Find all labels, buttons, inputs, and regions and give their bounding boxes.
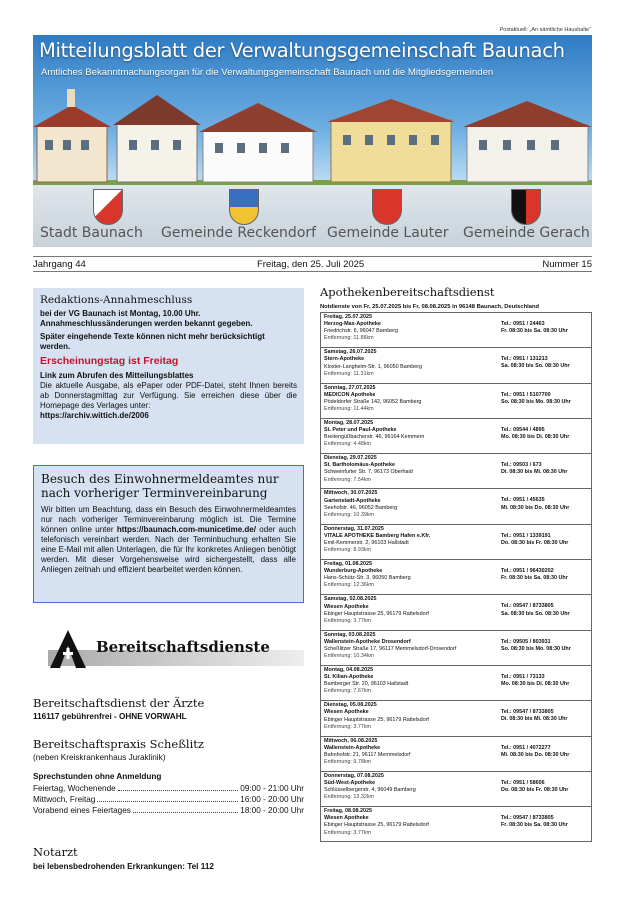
pharmacy-list — [320, 312, 592, 841]
hours-row — [33, 794, 304, 805]
entry-name: MEDICON Apotheke — [324, 391, 376, 398]
entry-day: Samstag, 26.07.2025 — [324, 349, 377, 356]
pharmacy-entry — [320, 771, 592, 807]
praxis-sub: (neben Kreiskrankenhaus Juraklinik) — [33, 753, 166, 762]
entry-time: Mo. 08:30 bis Di. 08:30 Uhr — [501, 434, 570, 441]
pharmacy-entry — [320, 524, 592, 560]
aerzte-title: Bereitschaftsdienst der Ärzte — [33, 696, 205, 710]
entry-phone: Tel.: 0951 / 4072277 — [501, 744, 551, 751]
apotheken-title: Apothekenbereitschaftsdienst — [320, 285, 495, 299]
entry-phone: Tel.: 09503 / 673 — [501, 462, 542, 469]
entry-phone: Tel.: 0951 / 45635 — [501, 497, 545, 504]
entry-distance: Entfernung: 3.77km — [324, 723, 372, 730]
redaktion-line1: bei der VG Baunach ist Montag, 10.00 Uhr. — [40, 309, 201, 319]
entry-phone: Tel.: 0951 / 96430202 — [501, 568, 554, 575]
pharmacy-entry — [320, 806, 592, 842]
baunach-crest-icon — [93, 189, 123, 225]
entry-name: St. Kilian-Apotheke — [324, 674, 374, 681]
gerach-crest-icon — [511, 189, 541, 225]
entry-phone: Tel.: 0951 / 131213 — [501, 356, 548, 363]
entry-distance: Entfernung: 11.44km — [324, 405, 374, 412]
entry-day: Donnerstag, 07.08.2025 — [324, 772, 384, 779]
entry-day: Dienstag, 05.08.2025 — [324, 702, 377, 709]
entry-name: Wiesen Apotheke — [324, 709, 369, 716]
pharmacy-entry — [320, 312, 592, 348]
entry-time: Di. 08:30 bis Mi. 08:30 Uhr — [501, 716, 568, 723]
entry-name: Herzog-Max-Apotheke — [324, 321, 381, 328]
entry-day: Freitag, 08.08.2025 — [324, 808, 372, 815]
entry-phone: Tel.: 09547 / 8733805 — [501, 603, 554, 610]
entry-phone: Tel.: 09547 / 8733805 — [501, 709, 554, 716]
issue-date: Freitag, den 25. Juli 2025 — [257, 259, 365, 270]
entry-name: Wallenstein-Apotheke Drosendorf — [324, 638, 411, 645]
entry-name: St. Bartholomäus-Apotheke — [324, 462, 395, 469]
municipality-strip — [33, 185, 592, 247]
entry-distance: Entfernung: 7.67km — [324, 688, 372, 695]
entry-name: Süd-West-Apotheke — [324, 779, 376, 786]
entry-address: Emil-Kemmerstr. 2, 96103 Hallstadt — [324, 540, 409, 547]
entry-day: Donnerstag, 31.07.2025 — [324, 525, 384, 532]
entry-day: Freitag, 25.07.2025 — [324, 314, 372, 320]
einwohnermeldeamt-title: Besuch des Einwohnermeldeamtes nur nach vorheriger Terminvereinbarung — [41, 472, 279, 501]
entry-address: Breitengüßbacherstr. 46, 96164 Kemmern — [324, 434, 425, 441]
entry-address: Seehofstr. 46, 96052 Bamberg — [324, 504, 398, 511]
reckendorf-crest-icon — [229, 189, 259, 225]
pharmacy-entry — [320, 736, 592, 772]
entry-distance: Entfernung: 10.39km — [324, 511, 375, 518]
entry-time: So. 08:30 bis Mo. 08:30 Uhr — [501, 645, 571, 652]
entry-address: Schweinfurter Str. 7, 96173 Oberhaid — [324, 469, 413, 476]
entry-address: Scheßlitzer Straße 17, 96117 Memmelsdorf-Drosendorf — [324, 645, 457, 652]
place-baunach: Stadt Baunach — [40, 225, 143, 241]
entry-phone: Tel.: 09505 / 803931 — [501, 638, 551, 645]
entry-time: Mi. 08:30 bis Do. 08:30 Uhr — [501, 751, 570, 758]
entry-day: Samstag, 02.08.2025 — [324, 596, 377, 603]
entry-phone: Tel.: 0951 / 5107700 — [501, 391, 551, 398]
pharmacy-entry — [320, 594, 592, 630]
pharmacy-entry — [320, 700, 592, 736]
town-buildings-illustration — [33, 85, 592, 185]
entry-address: Hans-Schütz-Str. 3, 96050 Bamberg — [324, 575, 411, 582]
entry-time: Di. 08:30 bis Mi. 08:30 Uhr — [501, 469, 568, 476]
einwohner-text-a: Wir bitten um Beachtung, dass ein Besuch des Einwohnermeldeamtes nur nach vorheriger Terminvereinbarung möglich ist. Die Termine können online unter — [41, 504, 296, 534]
entry-address: Kloster-Langheim-Str. 1, 96050 Bamberg — [324, 363, 422, 370]
redaktion-text: Die aktuelle Ausgabe, als ePaper oder PDF-Datei, steht Ihnen bereits ab Donnerstagmittag zur Verfügung. Sie erreichen diese über die Homepage des Verlages unter: — [40, 381, 297, 411]
entry-address: Bahnhofstr. 21, 96117 Memmelsdorf — [324, 751, 411, 758]
entry-time: Sa. 08:30 bis So. 08:30 Uhr — [501, 610, 570, 617]
hours-label: Mittwoch, Freitag — [33, 795, 96, 805]
entry-time: Fr. 08:30 bis Sa. 08:30 Uhr — [501, 328, 568, 335]
entry-address: Pödeldorfer Straße 142, 96052 Bamberg — [324, 398, 422, 405]
entry-name: Stern-Apotheke — [324, 356, 365, 363]
notarzt-title: Notarzt — [33, 845, 78, 859]
postal-note: Postaktuell: „An sämtliche Haushalte“ — [499, 27, 591, 33]
entry-time: Sa. 08:30 bis So. 08:30 Uhr — [501, 363, 570, 370]
entry-name: St. Peter und Paul-Apotheke — [324, 427, 397, 434]
bereitschaftsdienste-header — [48, 628, 304, 673]
entry-address: Friedrichstr. 6, 96047 Bamberg — [324, 328, 399, 335]
entry-distance: Entfernung: 7.54km — [324, 476, 372, 483]
entry-name: Wunderburg-Apotheke — [324, 568, 383, 575]
apotheke-a-logo-icon — [48, 628, 88, 670]
entry-day: Sonntag, 27.07.2025 — [324, 384, 376, 391]
entry-day: Mittwoch, 30.07.2025 — [324, 490, 378, 497]
einwohner-text-b: oder auch telefonisch vereinbart werden. Nach der Terminbuchung erhalten Sie eine E-Mail mit allen Unterlagen, die für Ihr konkretes Anliegen benötigt werden. Mit dieser Vorgehensweise wird sichergestellt, dass alle Anliegen zeitnah und effizient bearbeitet werden können. — [41, 524, 296, 574]
archive-link[interactable]: https://archiv.wittich.de/2006 — [40, 411, 149, 421]
entry-day: Montag, 04.08.2025 — [324, 666, 374, 673]
entry-distance: Entfernung: 12.36km — [324, 582, 375, 589]
pharmacy-entry — [320, 665, 592, 701]
entry-time: Fr. 08:30 bis Sa. 08:30 Uhr — [501, 822, 568, 829]
redaktion-line3: Später eingehende Texte können nicht mehr berücksichtigt werden. — [40, 332, 265, 352]
issue-volume: Jahrgang 44 — [33, 259, 86, 270]
masthead-subtitle: Amtliches Bekanntmachungsorgan für die Verwaltungsgemeinschaft Baunach und die Mitgliedsgemeinden — [41, 67, 494, 78]
entry-distance: Entfernung: 8.93km — [324, 547, 372, 554]
entry-address: Bamberger Str. 20, 96103 Hallstadt — [324, 681, 409, 688]
place-gerach: Gemeinde Gerach — [463, 225, 590, 241]
entry-day: Montag, 28.07.2025 — [324, 419, 374, 426]
entry-time: Do. 08:30 bis Fr. 08:30 Uhr — [501, 539, 569, 546]
hours-label: Vorabend eines Feiertages — [33, 806, 131, 816]
hours-row — [33, 805, 304, 816]
aerzte-text: 116117 gebührenfrei - OHNE VORWAHL — [33, 712, 187, 721]
entry-time: So. 08:30 bis Mo. 08:30 Uhr — [501, 398, 571, 405]
entry-address: Ebinger Hauptstrasse 25, 96179 Rattelsdorf — [324, 822, 429, 829]
pharmacy-entry — [320, 383, 592, 419]
entry-distance: Entfernung: 3.77km — [324, 617, 372, 624]
hours-time: 09:00 - 21:00 Uhr — [240, 784, 304, 793]
entry-address: Schlüsselbergerstr. 4, 96049 Bamberg — [324, 787, 416, 794]
entry-distance: Entfernung: 11.31km — [324, 370, 374, 377]
bereitschaftsdienste-label: Bereitschaftsdienste — [96, 638, 270, 656]
entry-phone: Tel.: 09544 / 4895 — [501, 426, 545, 433]
pharmacy-entry — [320, 630, 592, 666]
apotheken-subtitle: Notdienste von Fr, 25.07.2025 bis Fr, 08.08.2025 in 96148 Baunach, Deutschland — [320, 304, 540, 310]
entry-distance: Entfernung: 4.48km — [324, 441, 372, 448]
hours-time: 18:00 - 20:00 Uhr — [240, 806, 304, 816]
issue-info-line — [33, 256, 592, 272]
hours-time: 16:00 - 20:00 Uhr — [240, 795, 304, 805]
entry-name: Gartenstadt-Apotheke — [324, 497, 381, 504]
redaktion-box — [33, 288, 304, 444]
entry-phone: Tel.: 0951 / 58606 — [501, 779, 545, 786]
hours-row — [33, 783, 304, 794]
masthead-title: Mitteilungsblatt der Verwaltungsgemeinschaft Baunach — [39, 39, 565, 62]
notarzt-text: bei lebensbedrohenden Erkrankungen: Tel 112 — [33, 862, 214, 871]
entry-day: Sonntag, 03.08.2025 — [324, 631, 376, 638]
entry-name: VITALE APOTHEKE Bamberg Hafen e.Kfr. — [324, 532, 431, 539]
entry-distance: Entfernung: 3.77km — [324, 829, 372, 836]
erscheinungstag-highlight: Erscheinungstag ist Freitag — [40, 355, 179, 368]
place-reckendorf: Gemeinde Reckendorf — [161, 225, 317, 241]
entry-phone: Tel.: 0951 / 73133 — [501, 673, 545, 680]
booking-link[interactable]: https://baunach.com-municetime.de/ — [116, 524, 256, 534]
entry-address: Ebinger Hauptstrasse 25, 96179 Rattelsdorf — [324, 716, 429, 723]
redaktion-title: Redaktions-Annahmeschluss — [40, 294, 193, 306]
entry-time: Mo. 08:30 bis Di. 08:30 Uhr — [501, 681, 570, 688]
entry-phone: Tel.: 0951 / 24463 — [501, 321, 545, 327]
place-lauter: Gemeinde Lauter — [327, 225, 449, 241]
entry-time: Mi. 08:30 bis Do. 08:30 Uhr — [501, 504, 570, 511]
aerzte-section — [33, 696, 304, 721]
einwohnermeldeamt-box — [33, 465, 304, 603]
entry-distance: Entfernung: 10.34km — [324, 653, 375, 660]
entry-day: Dienstag, 29.07.2025 — [324, 455, 377, 462]
entry-phone: Tel.: 09547 / 8733805 — [501, 815, 554, 822]
entry-time: Do. 08:30 bis Fr. 08:30 Uhr — [501, 786, 569, 793]
sprechstunden-title: Sprechstunden ohne Anmeldung — [33, 772, 162, 781]
pharmacy-entry — [320, 347, 592, 383]
einwohnermeldeamt-text — [41, 505, 296, 575]
masthead-banner — [33, 35, 592, 247]
pharmacy-entry — [320, 453, 592, 489]
entry-name: Wiesen Apotheke — [324, 815, 369, 822]
pharmacy-entry — [320, 559, 592, 595]
pharmacy-entry — [320, 488, 592, 524]
link-title: Link zum Abrufen des Mitteilungsblattes — [40, 371, 194, 381]
entry-time: Fr. 08:30 bis Sa. 08:30 Uhr — [501, 575, 568, 582]
entry-phone: Tel.: 0951 / 1339191 — [501, 532, 551, 539]
entry-distance: Entfernung: 13.32km — [324, 794, 375, 801]
entry-day: Freitag, 01.08.2025 — [324, 561, 372, 568]
redaktion-line2: Annahmeschlussänderungen werden bekannt gegeben. — [40, 319, 253, 329]
hours-label: Feiertag, Wochenende — [33, 784, 116, 793]
entry-name: Wallenstein-Apotheke — [324, 744, 381, 751]
entry-address: Ebinger Hauptstrasse 25, 96179 Rattelsdorf — [324, 610, 429, 617]
lauter-crest-icon — [372, 189, 402, 225]
praxis-section — [33, 737, 304, 816]
entry-distance: Entfernung: 11.88km — [324, 335, 374, 342]
entry-name: Wiesen Apotheke — [324, 603, 369, 610]
entry-day: Mittwoch, 06.08.2025 — [324, 737, 378, 744]
entry-distance: Entfernung: 9.78km — [324, 758, 372, 765]
pharmacy-entry — [320, 418, 592, 454]
notarzt-section — [33, 845, 304, 871]
issue-number: Nummer 15 — [542, 259, 592, 270]
praxis-title: Bereitschaftspraxis Scheßlitz — [33, 737, 204, 751]
